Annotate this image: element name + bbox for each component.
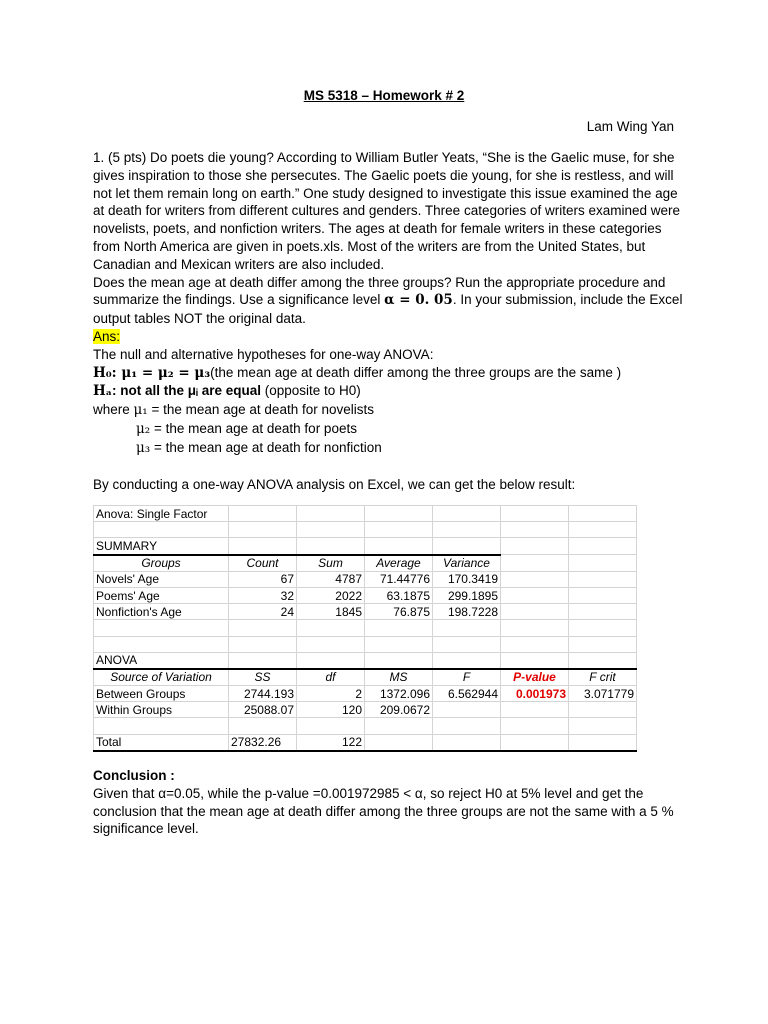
- summary-row: [94, 604, 637, 620]
- alt-hypothesis: [93, 382, 683, 401]
- cell: 76.875: [365, 604, 433, 620]
- cell: Between Groups: [94, 686, 229, 702]
- cell: 122: [297, 734, 365, 751]
- question-text-b: Does the mean age at death differ among the three groups? Run the appropriate procedure and summarize the findings. Use a significance level: [93, 274, 666, 308]
- cell: 25088.07: [229, 702, 297, 718]
- cell: 299.1895: [433, 587, 501, 603]
- cell: 24: [229, 604, 297, 620]
- table-row: [94, 652, 637, 669]
- summary-row: [94, 587, 637, 603]
- ha-note: (opposite to H0): [261, 383, 361, 399]
- question-text-c: . In your submission, include the Excel output tables NOT the original data.: [93, 292, 683, 327]
- conclusion-text: Given that α=0.05, while the p-value =0.001972985 < α, so reject H0 at 5% level and get the conclusion that the mean age at death differ among the three groups are not the same with a 5 % significance level.: [93, 785, 674, 837]
- summary-row: [94, 571, 637, 587]
- mu3-text: = the mean age at death for nonfiction: [150, 439, 382, 455]
- mu2-symbol: μ₂: [136, 420, 151, 437]
- mu3-definition: [93, 439, 683, 458]
- summary-label: SUMMARY: [94, 538, 229, 555]
- cell: Poems' Age: [94, 587, 229, 603]
- ans-label: Ans:: [93, 328, 121, 344]
- question-paragraph: 1. (5 pts) Do poets die young? According to William Butler Yeats, “She is the Gaelic muse, for she gives inspiration to those she persecutes. The Gaelic poets die young, for she is restless, and will not let them remain long on earth.” One study designed to investigate this issue examined the age at death for writers from different cultures and genders. Three categories of writers examined were novelists, poets, and nonfiction writers. The ages at death for female writers in these categories from North America are given in poets.xls. Most of the writers are from the United States, but Canadian and Mexican writers are also included.: [93, 150, 681, 272]
- where-label: where: [93, 402, 134, 418]
- mu2-text: = the mean age at death for poets: [150, 420, 357, 436]
- table-row: [94, 522, 637, 538]
- cell: 4787: [297, 571, 365, 587]
- col-header: MS: [365, 669, 433, 686]
- anova-table-title: Anova: Single Factor: [94, 506, 229, 522]
- cell: 1845: [297, 604, 365, 620]
- p-value-header: P-value: [501, 669, 569, 686]
- cell: 2744.193: [229, 686, 297, 702]
- p-value-cell: 0.001973: [501, 686, 569, 702]
- h0-symbol: H₀: [93, 364, 112, 381]
- cell: 170.3419: [433, 571, 501, 587]
- table-row: [94, 718, 637, 734]
- col-header: F crit: [569, 669, 637, 686]
- anova-row: [94, 702, 637, 718]
- cell: 71.44776: [365, 571, 433, 587]
- cell: 209.0672: [365, 702, 433, 718]
- h0-expression: : μ₁ = μ₂ = μ₃: [111, 364, 211, 381]
- conclusion-heading: Conclusion :: [93, 768, 175, 783]
- ans-line: [93, 328, 683, 346]
- col-header: Count: [229, 555, 297, 572]
- anova-label: ANOVA: [94, 652, 229, 669]
- h0-note: (the mean age at death differ among the three groups are the same ): [210, 364, 622, 380]
- ha-expression: : not all the μᵢ are equal: [112, 383, 261, 399]
- anova-header-row: [94, 669, 637, 686]
- cell: 120: [297, 702, 365, 718]
- cell: 67: [229, 571, 297, 587]
- mu3-symbol: μ₃: [136, 439, 151, 456]
- author-name: Lam Wing Yan: [586, 119, 674, 134]
- col-header: Sum: [297, 555, 365, 572]
- cell: 1372.096: [365, 686, 433, 702]
- col-header: Groups: [94, 555, 229, 572]
- conclusion-section: [93, 767, 683, 838]
- table-row: [94, 538, 637, 555]
- mu1-text: = the mean age at death for novelists: [147, 402, 374, 418]
- cell: 198.7228: [433, 604, 501, 620]
- cell: 63.1875: [365, 587, 433, 603]
- table-row: [94, 506, 637, 522]
- page-title: MS 5318 – Homework # 2: [303, 88, 465, 103]
- mu2-definition: [93, 420, 683, 439]
- cell: Nonfiction's Age: [94, 604, 229, 620]
- cell: 32: [229, 587, 297, 603]
- cell: 2: [297, 686, 365, 702]
- anova-row: [94, 686, 637, 702]
- hypothesis-intro: The null and alternative hypotheses for one-way ANOVA:: [93, 346, 434, 362]
- cell: Within Groups: [94, 702, 229, 718]
- table-row: [94, 620, 637, 636]
- alpha-expression: α = 0. 05: [384, 292, 453, 309]
- col-header: F: [433, 669, 501, 686]
- cell: 3.071779: [569, 686, 637, 702]
- summary-header-row: [94, 555, 637, 572]
- cell: Novels' Age: [94, 571, 229, 587]
- cell: 6.562944: [433, 686, 501, 702]
- col-header: Source of Variation: [94, 669, 229, 686]
- cell: 2022: [297, 587, 365, 603]
- cell: 27832.26: [229, 734, 297, 751]
- col-header: df: [297, 669, 365, 686]
- anova-intro: By conducting a one-way ANOVA analysis on Excel, we can get the below result:: [93, 476, 576, 492]
- col-header: SS: [229, 669, 297, 686]
- anova-total-row: [94, 734, 637, 751]
- question-body: [93, 149, 683, 493]
- mu1-definition: [93, 401, 683, 420]
- col-header: Average: [365, 555, 433, 572]
- col-header: Variance: [433, 555, 501, 572]
- table-row: [94, 636, 637, 652]
- ha-symbol: Hₐ: [93, 383, 113, 400]
- null-hypothesis: [93, 364, 683, 383]
- mu1-symbol: μ₁: [133, 402, 148, 419]
- question-instructions: [93, 274, 683, 328]
- anova-output-table: [93, 505, 637, 752]
- cell: Total: [94, 734, 229, 751]
